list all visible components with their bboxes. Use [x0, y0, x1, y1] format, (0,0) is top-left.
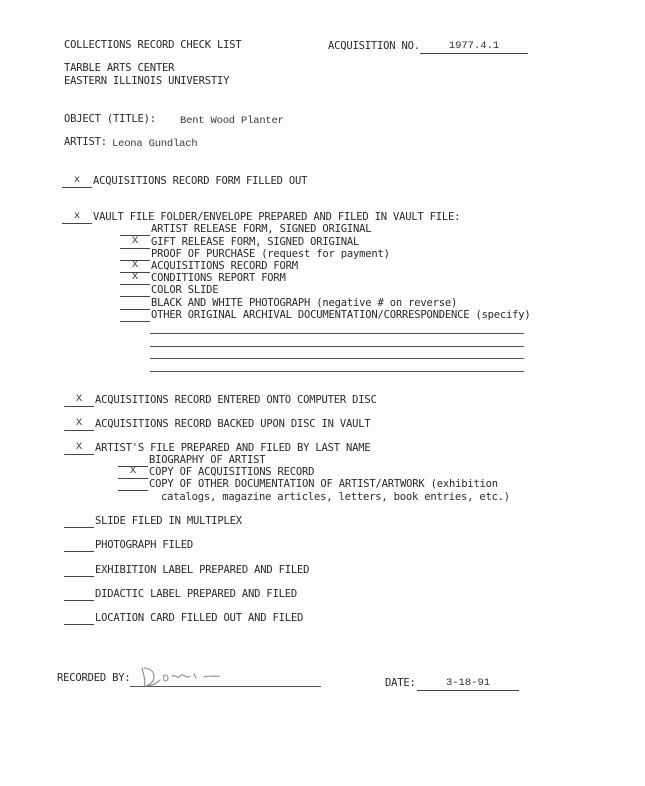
check-didactic — [64, 587, 94, 601]
acquisition-label: ACQUISITION NO. — [328, 40, 420, 52]
check-photo — [64, 538, 94, 552]
check-acq-form: x — [62, 174, 92, 188]
object-title-value: Bent Wood Planter — [180, 115, 284, 127]
sub-bw-photo: BLACK AND WHITE PHOTOGRAPH (negative # on reverse) — [151, 297, 458, 309]
sub-other-archival: OTHER ORIGINAL ARCHIVAL DOCUMENTATION/CORRESPONDENCE (specify) — [151, 309, 531, 321]
object-label: OBJECT (TITLE): — [64, 113, 156, 125]
org-university: EASTERN ILLINOIS UNIVERSTIY — [64, 75, 230, 87]
item-computer-disc: ACQUISITIONS RECORD ENTERED ONTO COMPUTER DISC — [95, 394, 377, 406]
item-didactic: DIDACTIC LABEL PREPARED AND FILED — [95, 588, 298, 600]
recorded-by-label: RECORDED BY: — [57, 672, 131, 684]
check-vault: x — [62, 210, 92, 224]
specify-line-2 — [150, 346, 524, 347]
check-location — [64, 611, 94, 625]
acquisition-number: 1977.4.1 — [420, 40, 528, 54]
check-color-slide — [120, 283, 150, 297]
specify-line-4 — [150, 371, 524, 372]
signature — [134, 662, 224, 690]
sub-biography: BIOGRAPHY OF ARTIST — [149, 454, 266, 466]
item-backed-up: ACQUISITIONS RECORD BACKED UPON DISC IN VAULT — [95, 418, 371, 430]
sub-acq-record-form: ACQUISITIONS RECORD FORM — [151, 260, 298, 272]
check-conditions-report: X — [120, 271, 150, 285]
org-name: TARBLE ARTS CENTER — [64, 62, 175, 74]
check-copy-other-doc — [118, 477, 148, 491]
check-exhibition — [64, 563, 94, 577]
sub-copy-other-doc: COPY OF OTHER DOCUMENTATION OF ARTIST/ARTWORK (exhibition — [149, 478, 498, 490]
check-artist-file: X — [64, 441, 94, 455]
sub-gift-release: GIFT RELEASE FORM, SIGNED ORIGINAL — [151, 236, 360, 248]
item-vault: VAULT FILE FOLDER/ENVELOPE PREPARED AND FILED IN VAULT FILE: — [93, 211, 461, 223]
date-value: 3-18-91 — [417, 677, 519, 691]
date-label: DATE: — [385, 677, 416, 689]
check-backed-up: X — [64, 417, 94, 431]
artist-value: Leona Gundlach — [112, 138, 198, 150]
check-other-archival — [120, 308, 150, 322]
sub-conditions-report: CONDITIONS REPORT FORM — [151, 272, 286, 284]
item-exhibition: EXHIBITION LABEL PREPARED AND FILED — [95, 564, 310, 576]
form-title: COLLECTIONS RECORD CHECK LIST — [64, 39, 242, 51]
check-copy-acq-record: X — [118, 465, 148, 479]
specify-line-1 — [150, 333, 524, 334]
check-gift-release: X — [120, 235, 150, 249]
item-location: LOCATION CARD FILLED OUT AND FILED — [95, 612, 304, 624]
item-artist-file: ARTIST'S FILE PREPARED AND FILED BY LAST NAME — [95, 442, 371, 454]
sub-color-slide: COLOR SLIDE — [151, 284, 219, 296]
check-acq-record-form: X — [120, 259, 150, 273]
check-artist-release — [120, 222, 150, 236]
specify-line-3 — [150, 358, 524, 359]
item-slide: SLIDE FILED IN MULTIPLEX — [95, 515, 242, 527]
check-computer-disc: X — [64, 393, 94, 407]
sub-artist-release: ARTIST RELEASE FORM, SIGNED ORIGINAL — [151, 223, 372, 235]
sub-copy-acq-record: COPY OF ACQUISITIONS RECORD — [149, 466, 315, 478]
item-acq-form: ACQUISITIONS RECORD FORM FILLED OUT — [93, 175, 308, 187]
artist-label: ARTIST: — [64, 136, 107, 148]
check-slide — [64, 514, 94, 528]
sub-proof-purchase: PROOF OF PURCHASE (request for payment) — [151, 248, 390, 260]
sub-copy-other-doc-cont: catalogs, magazine articles, letters, book entries, etc.) — [161, 491, 510, 503]
item-photo: PHOTOGRAPH FILED — [95, 539, 193, 551]
